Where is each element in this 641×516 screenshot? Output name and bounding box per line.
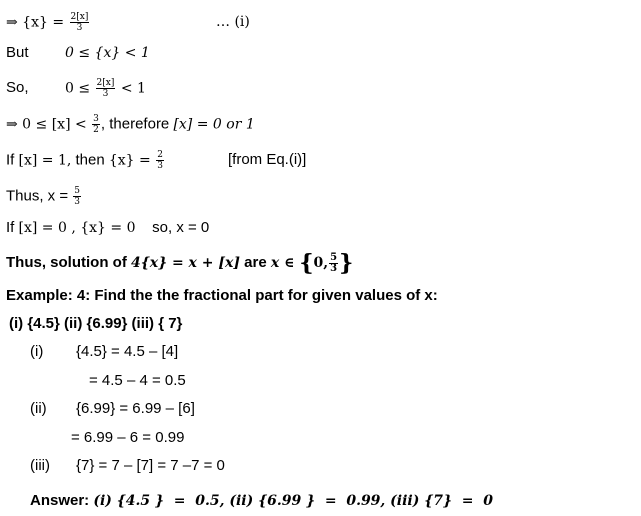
so-label: So, bbox=[6, 79, 29, 96]
l5-fraction bbox=[156, 150, 164, 171]
l5-reference-note: [from Eq.(i)] bbox=[228, 151, 307, 168]
solution-fraction bbox=[329, 253, 338, 274]
eq1-lhs: ⇒ {x} = bbox=[6, 14, 69, 31]
l4-pre: ⇒ 0 ≤ [x] < bbox=[6, 116, 92, 133]
l7-expression: [x] = 0 , {x} = 0 bbox=[18, 220, 136, 236]
so-numerator: 2[x] bbox=[96, 78, 115, 88]
l4-result: [x] = 0 or 1 bbox=[173, 116, 255, 133]
example-title: Example: 4 bbox=[6, 287, 86, 304]
l5-condition: [x] = 1, bbox=[18, 152, 72, 169]
so-pre: 0 ≤ bbox=[65, 80, 95, 97]
l5-denominator: 3 bbox=[157, 161, 163, 171]
solution-denominator: 3 bbox=[330, 262, 338, 274]
l4-fraction bbox=[92, 114, 100, 135]
solution-numerator: 5 bbox=[330, 251, 338, 263]
example-heading bbox=[6, 286, 438, 306]
so-fraction bbox=[96, 78, 116, 99]
eq1-fraction bbox=[70, 12, 90, 33]
equation-line-1 bbox=[6, 12, 90, 33]
l6-fraction bbox=[73, 186, 81, 207]
item-1-line-1: {4.5} = 4.5 – [4] bbox=[76, 343, 179, 360]
equation-line-4 bbox=[6, 114, 255, 135]
eq1-denominator: 3 bbox=[76, 23, 83, 33]
item-2-line-1: {6.99} = 6.99 – [6] bbox=[76, 400, 195, 417]
right-brace: } bbox=[339, 250, 354, 277]
l7-if: If bbox=[6, 219, 19, 236]
l5-then: then bbox=[71, 151, 109, 169]
l4-numerator: 3 bbox=[93, 114, 99, 124]
solution-equation: 4{x} = x + [x] bbox=[130, 255, 240, 271]
l4-denominator: 2 bbox=[93, 125, 99, 135]
solution-set-zero: 0, bbox=[313, 255, 329, 271]
equation-line-7 bbox=[6, 218, 209, 238]
solution-are: are bbox=[239, 254, 271, 271]
item-1-label: (i) bbox=[30, 343, 44, 360]
l4-therefore: , therefore bbox=[100, 115, 174, 133]
l6-denominator: 3 bbox=[74, 197, 81, 207]
left-brace: { bbox=[299, 250, 314, 277]
answer-expression: (i) {4.5 } = 0.5, (ii) {6.99 } = 0.99, (iii) {7} = 0 bbox=[93, 493, 493, 509]
l6-numerator: 5 bbox=[74, 186, 81, 196]
l7-tail: so, x = 0 bbox=[135, 219, 210, 236]
answer-label: Answer: bbox=[30, 492, 90, 509]
item-1-line-2: = 4.5 – 4 = 0.5 bbox=[89, 372, 186, 389]
example-parts: (i) {4.5} (ii) {6.99} (iii) { 7} bbox=[9, 315, 183, 332]
solution-line bbox=[6, 250, 353, 276]
item-3-line-1: {7} = 7 – [7] = 7 –7 = 0 bbox=[76, 457, 225, 474]
so-post: < 1 bbox=[116, 80, 146, 97]
equation-line-5 bbox=[6, 150, 165, 171]
item-3-label: (iii) bbox=[30, 457, 50, 474]
answer-line bbox=[30, 491, 493, 511]
so-denominator: 3 bbox=[102, 89, 109, 99]
l5-numerator: 2 bbox=[157, 150, 163, 160]
eq1-numerator: 2[x] bbox=[70, 12, 89, 22]
but-label: But bbox=[6, 44, 29, 61]
l5-lhs: {x} = bbox=[108, 152, 156, 169]
equation-line-6 bbox=[6, 186, 82, 207]
but-expression: 0 ≤ {x} < 1 bbox=[65, 45, 150, 61]
item-2-line-2: = 6.99 – 6 = 0.99 bbox=[71, 429, 185, 446]
item-2-label: (ii) bbox=[30, 400, 47, 417]
so-expression bbox=[65, 78, 146, 99]
example-question: : Find the the fractional part for given values of x: bbox=[85, 287, 438, 304]
eq1-tag: … (i) bbox=[216, 14, 250, 30]
solution-set-lhs: x ∈ bbox=[270, 255, 300, 271]
l5-if: If bbox=[6, 151, 19, 169]
l6-text: Thus, x = bbox=[6, 187, 73, 205]
solution-text: Thus, solution of bbox=[6, 254, 131, 271]
